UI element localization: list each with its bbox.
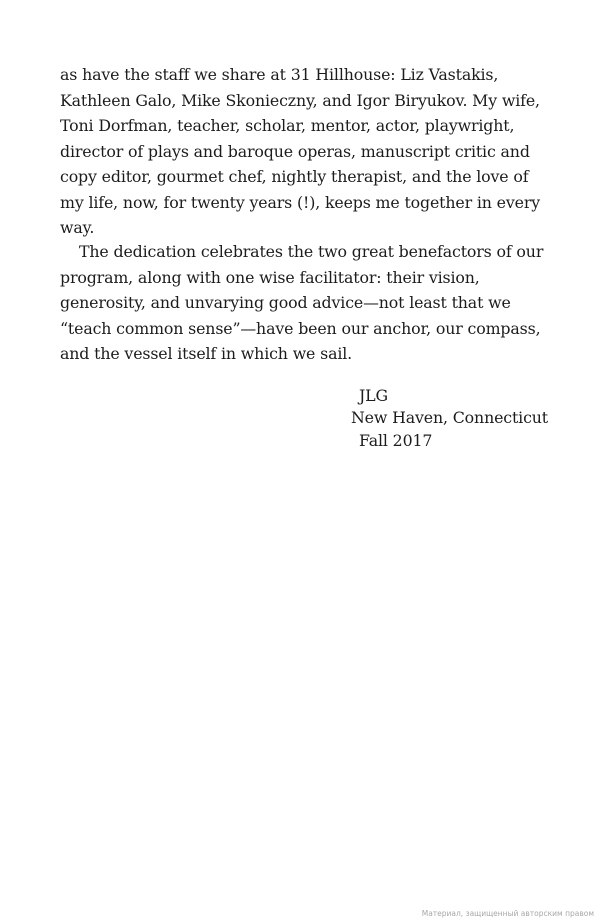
text-line: Kathleen Galo, Mike Skonieczny, and Igor Biryukov. My wife,: [60, 90, 540, 110]
text-line: The dedication celebrates the two great benefactors of our: [79, 242, 544, 261]
text-line: “teach common sense”—have been our anchor, our compass,: [60, 318, 541, 338]
signature-date: Fall 2017: [359, 431, 433, 450]
text-line: my life, now, for twenty years (!), keeps me together in every: [60, 192, 541, 212]
text-line: Toni Dorfman, teacher, scholar, mentor, actor, playwright,: [60, 116, 515, 135]
signature-location: New Haven, Connecticut: [351, 408, 549, 427]
text-line: and the vessel itself in which we sail.: [60, 344, 353, 363]
text-line: director of plays and baroque operas, manuscript critic and: [60, 141, 530, 161]
text-line: as have the staff we share at 31 Hillhouse: Liz Vastakis,: [60, 65, 499, 84]
text-line: copy editor, gourmet chef, nightly therapist, and the love of: [60, 167, 529, 186]
signature-initials: JLG: [359, 386, 388, 405]
text-line: way.: [60, 218, 95, 237]
text-line: generosity, and unvarying good advice—not least that we: [60, 293, 511, 312]
copyright-watermark: Материал, защищенный авторским правом: [421, 909, 594, 918]
text-line: program, along with one wise facilitator: their vision,: [60, 267, 480, 287]
dedication-paragraph: [60, 239, 550, 367]
acknowledgments-paragraph: [60, 62, 550, 241]
